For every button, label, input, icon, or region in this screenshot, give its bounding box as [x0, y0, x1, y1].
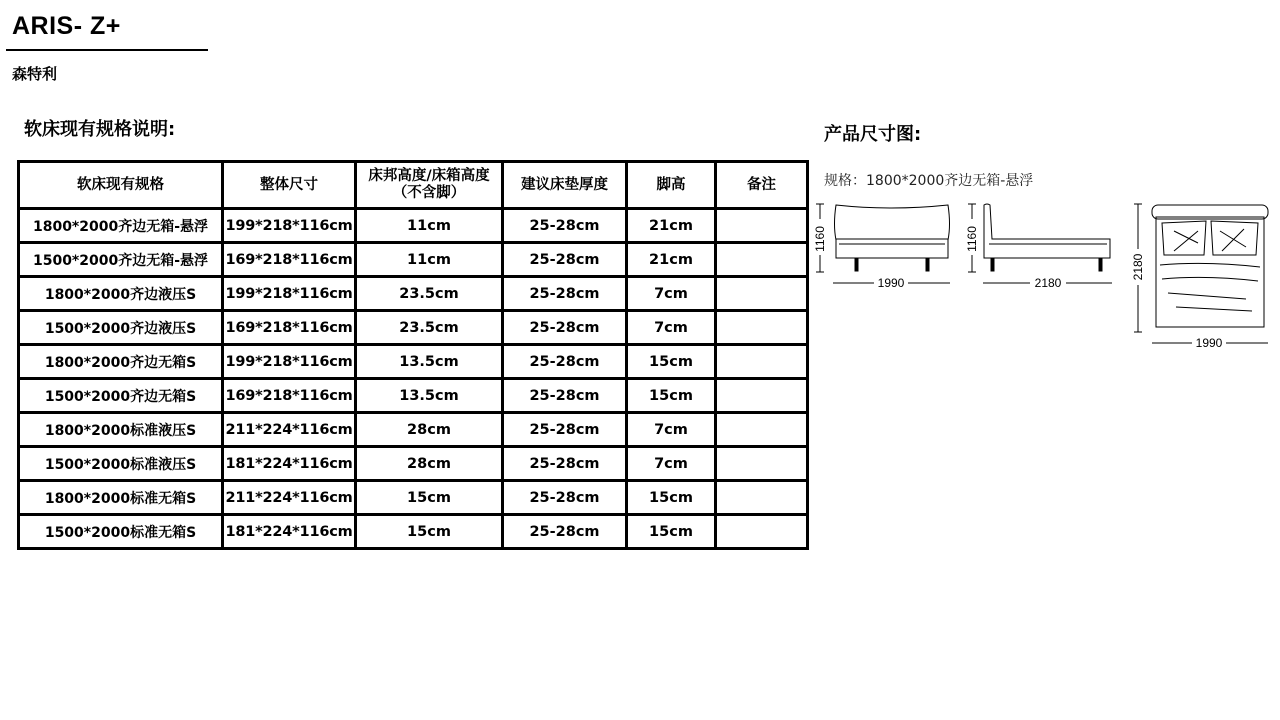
- cell-spec: 1800*2000齐边无箱S: [19, 345, 223, 379]
- cell-mattress-thickness: 25-28cm: [503, 515, 627, 549]
- cell-rail-height: 15cm: [356, 515, 503, 549]
- brand-subtitle: 森特利: [12, 65, 58, 83]
- cell-mattress-thickness: 25-28cm: [503, 413, 627, 447]
- header-notes: 备注: [716, 162, 808, 209]
- cell-overall-size: 169*218*116cm: [223, 243, 356, 277]
- cell-rail-height: 13.5cm: [356, 345, 503, 379]
- cell-spec: 1500*2000齐边无箱-悬浮: [19, 243, 223, 277]
- cell-rail-height: 13.5cm: [356, 379, 503, 413]
- table-row: [19, 379, 808, 413]
- cell-notes: [716, 447, 808, 481]
- cell-leg-height: 15cm: [627, 515, 716, 549]
- header-rail-height: 床邦高度/床箱高度（不含脚）: [356, 162, 503, 209]
- cell-overall-size: 181*224*116cm: [223, 447, 356, 481]
- cell-spec: 1500*2000齐边无箱S: [19, 379, 223, 413]
- cell-notes: [716, 277, 808, 311]
- cell-overall-size: 199*218*116cm: [223, 209, 356, 243]
- cell-leg-height: 7cm: [627, 311, 716, 345]
- table-row: [19, 447, 808, 481]
- cell-rail-height: 11cm: [356, 243, 503, 277]
- diagram-title: 产品尺寸图:: [824, 124, 922, 145]
- specs-section-title: 软床现有规格说明:: [24, 119, 176, 140]
- cell-leg-height: 7cm: [627, 447, 716, 481]
- table-header-row: [19, 162, 808, 209]
- cell-overall-size: 181*224*116cm: [223, 515, 356, 549]
- cell-notes: [716, 345, 808, 379]
- cell-leg-height: 7cm: [627, 277, 716, 311]
- table-row: [19, 481, 808, 515]
- side-height-label: 1160: [965, 226, 979, 252]
- specs-table: [17, 160, 809, 550]
- brand-title: ARIS- Z+: [12, 12, 121, 40]
- cell-mattress-thickness: 25-28cm: [503, 209, 627, 243]
- header-overall-size: 整体尺寸: [223, 162, 356, 209]
- header-leg-height: 脚高: [627, 162, 716, 209]
- cell-notes: [716, 243, 808, 277]
- cell-spec: 1500*2000齐边液压S: [19, 311, 223, 345]
- cell-overall-size: 199*218*116cm: [223, 277, 356, 311]
- table-row: [19, 515, 808, 549]
- diagram-caption: 规格：1800*2000齐边无箱-悬浮: [824, 173, 1034, 189]
- front-view-drawing: [816, 204, 950, 283]
- cell-leg-height: 15cm: [627, 481, 716, 515]
- cell-overall-size: 169*218*116cm: [223, 379, 356, 413]
- cell-leg-height: 7cm: [627, 413, 716, 447]
- cell-notes: [716, 515, 808, 549]
- cell-spec: 1800*2000标准液压S: [19, 413, 223, 447]
- table-row: [19, 243, 808, 277]
- cell-rail-height: 23.5cm: [356, 277, 503, 311]
- top-width-label: 1990: [1195, 336, 1223, 350]
- cell-leg-height: 21cm: [627, 209, 716, 243]
- header-mattress-thickness: 建议床垫厚度: [503, 162, 627, 209]
- cell-notes: [716, 311, 808, 345]
- cell-overall-size: 211*224*116cm: [223, 413, 356, 447]
- cell-rail-height: 11cm: [356, 209, 503, 243]
- cell-spec: 1500*2000标准无箱S: [19, 515, 223, 549]
- table-row: [19, 277, 808, 311]
- cell-spec: 1500*2000标准液压S: [19, 447, 223, 481]
- dimension-drawings: [806, 195, 1276, 355]
- cell-mattress-thickness: 25-28cm: [503, 311, 627, 345]
- side-view-drawing: [968, 204, 1112, 283]
- table-row: [19, 311, 808, 345]
- specs-table-body: [19, 209, 808, 549]
- cell-spec: 1800*2000标准无箱S: [19, 481, 223, 515]
- title-underline: [6, 49, 208, 51]
- cell-rail-height: 15cm: [356, 481, 503, 515]
- cell-mattress-thickness: 25-28cm: [503, 481, 627, 515]
- table-row: [19, 413, 808, 447]
- cell-rail-height: 23.5cm: [356, 311, 503, 345]
- cell-spec: 1800*2000齐边液压S: [19, 277, 223, 311]
- cell-rail-height: 28cm: [356, 413, 503, 447]
- cell-mattress-thickness: 25-28cm: [503, 447, 627, 481]
- cell-leg-height: 21cm: [627, 243, 716, 277]
- cell-mattress-thickness: 25-28cm: [503, 379, 627, 413]
- cell-notes: [716, 413, 808, 447]
- cell-overall-size: 169*218*116cm: [223, 311, 356, 345]
- top-view-drawing: [1134, 204, 1268, 343]
- cell-overall-size: 199*218*116cm: [223, 345, 356, 379]
- table-row: [19, 345, 808, 379]
- cell-rail-height: 28cm: [356, 447, 503, 481]
- header-spec: 软床现有规格: [19, 162, 223, 209]
- cell-overall-size: 211*224*116cm: [223, 481, 356, 515]
- cell-notes: [716, 481, 808, 515]
- cell-leg-height: 15cm: [627, 379, 716, 413]
- side-length-label: 2180: [1034, 276, 1062, 290]
- cell-leg-height: 15cm: [627, 345, 716, 379]
- table-row: [19, 209, 808, 243]
- cell-mattress-thickness: 25-28cm: [503, 345, 627, 379]
- cell-mattress-thickness: 25-28cm: [503, 243, 627, 277]
- cell-spec: 1800*2000齐边无箱-悬浮: [19, 209, 223, 243]
- top-length-label: 2180: [1131, 253, 1145, 281]
- cell-notes: [716, 379, 808, 413]
- cell-notes: [716, 209, 808, 243]
- cell-mattress-thickness: 25-28cm: [503, 277, 627, 311]
- front-height-label: 1160: [813, 226, 827, 252]
- front-width-label: 1990: [877, 276, 905, 290]
